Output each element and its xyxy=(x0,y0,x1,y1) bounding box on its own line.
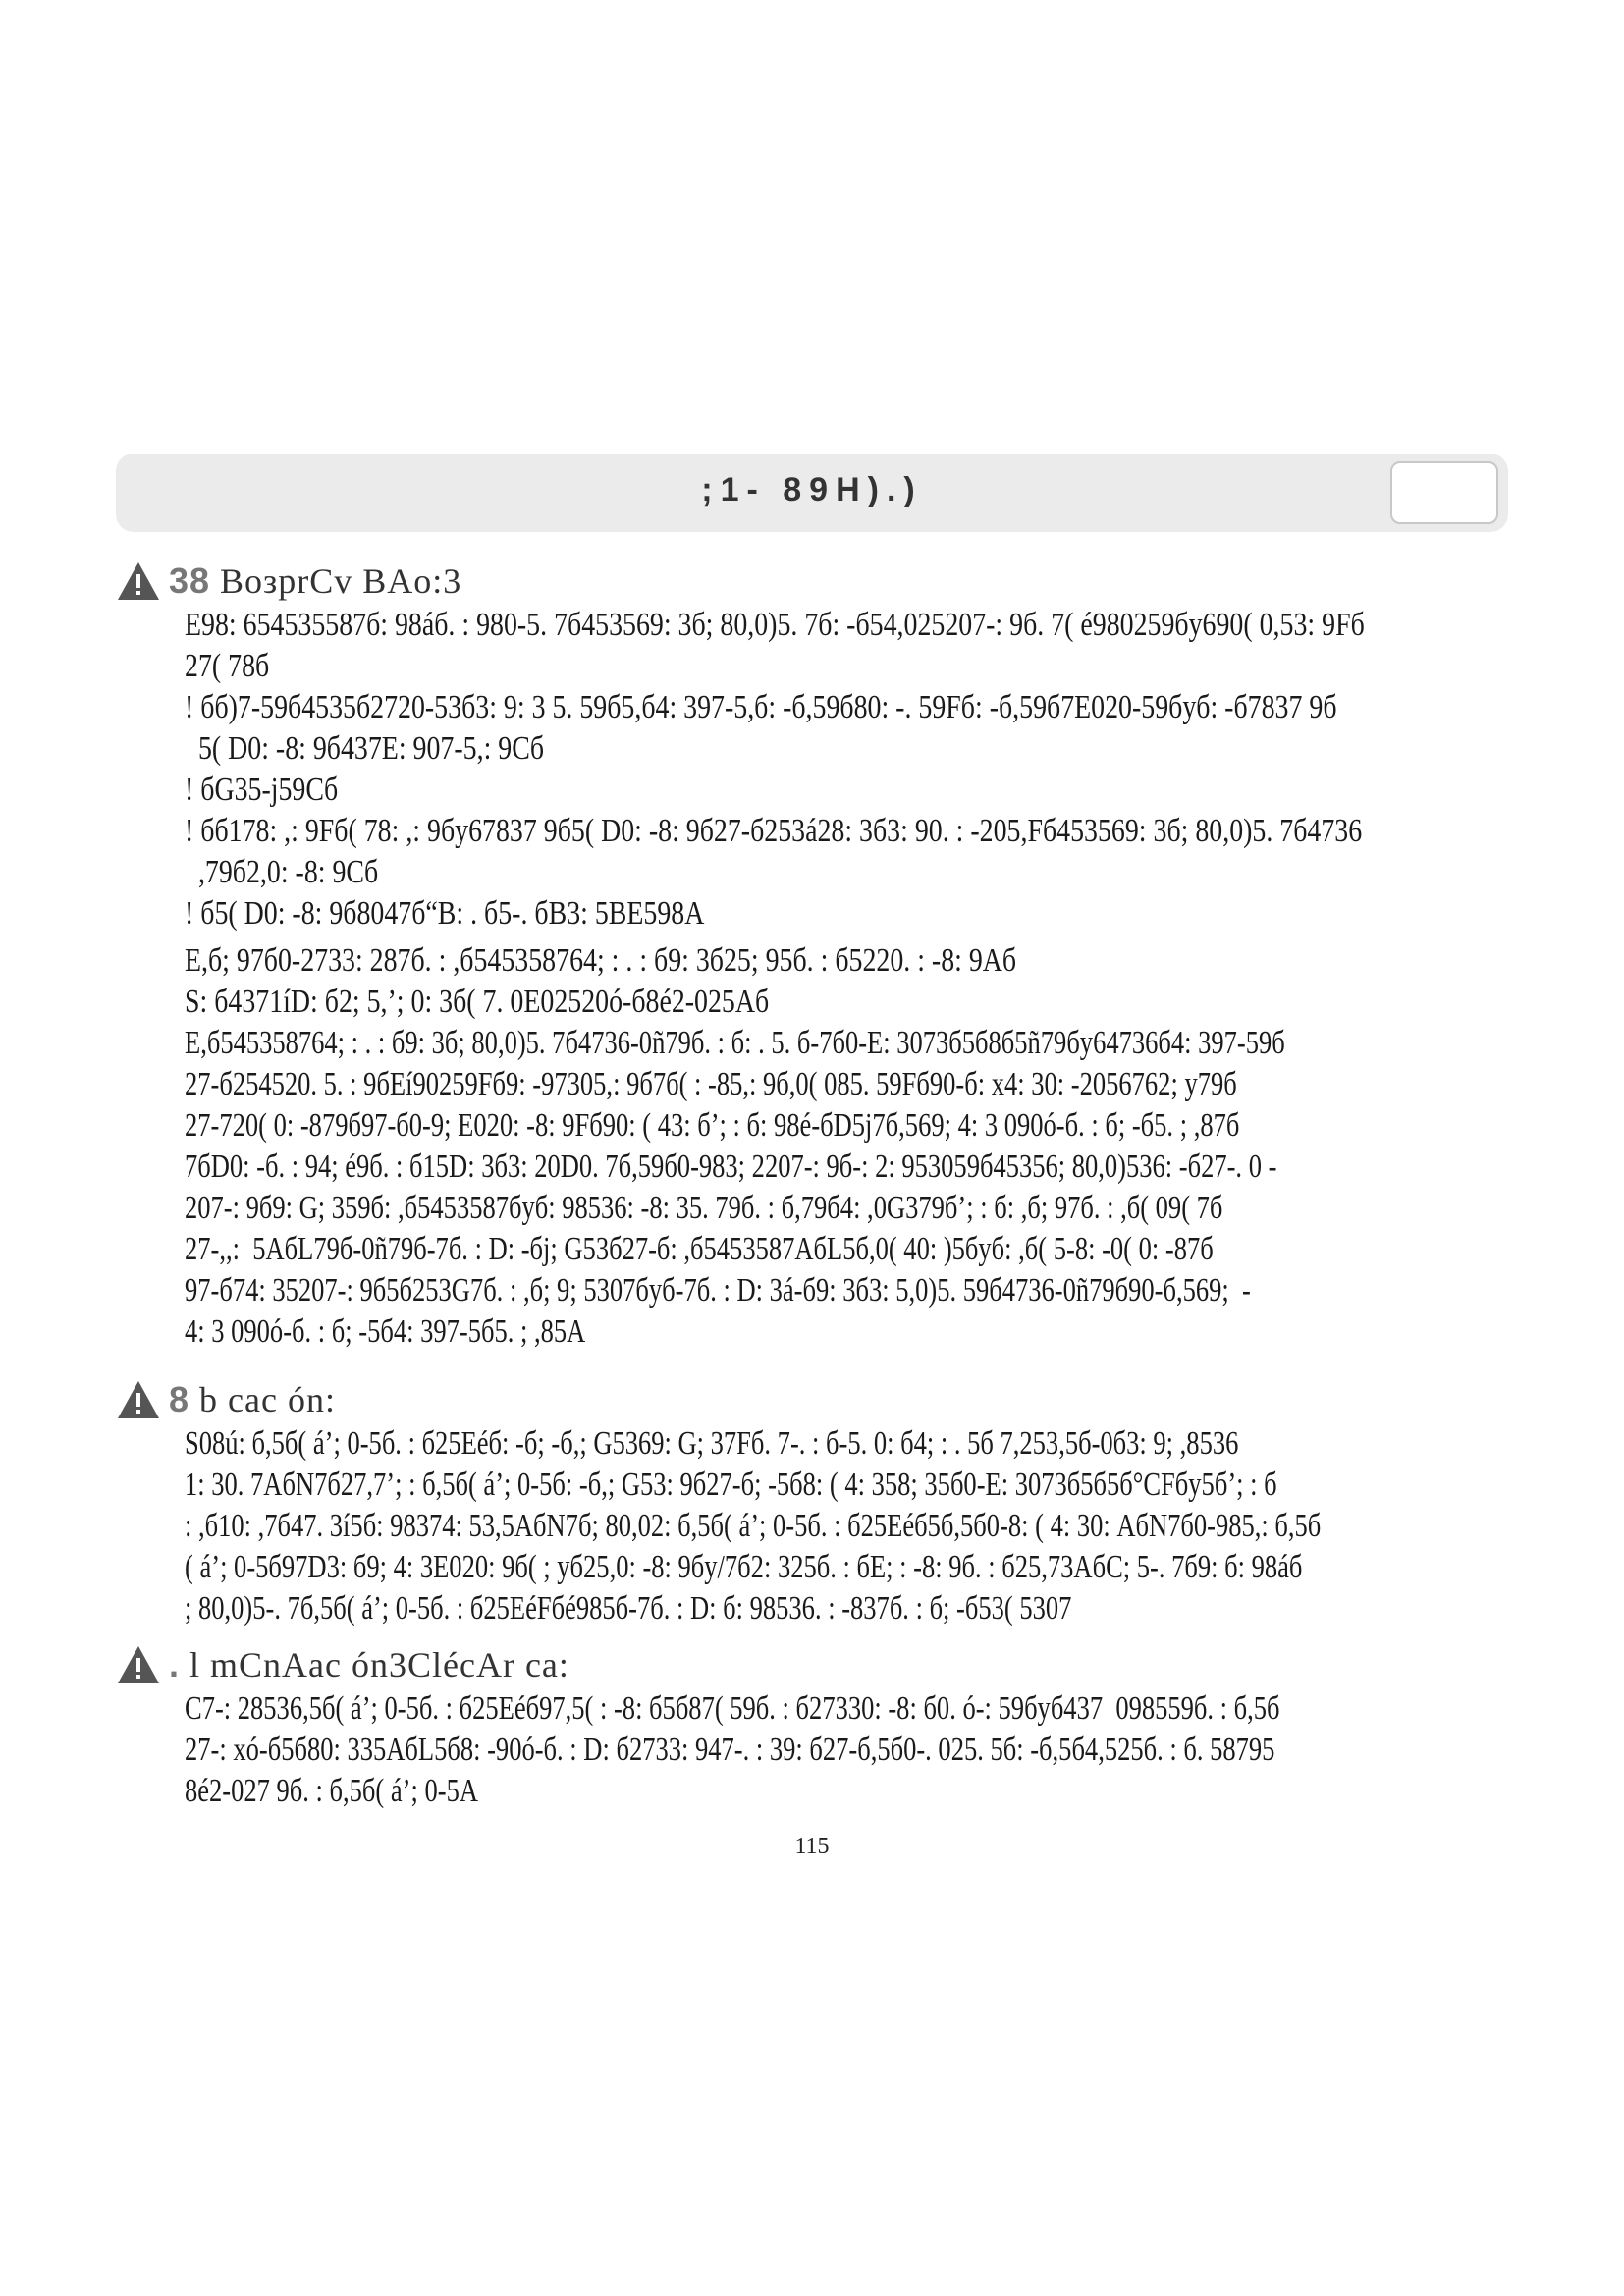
section-2-heading xyxy=(116,1376,1549,1423)
section-3-heading xyxy=(116,1641,1549,1688)
text-line: E,б; 97б0-2733: 287б. : ,б545358764; : . : б9: 3б25; 95б. : б5220. : -8: 9Aб xyxy=(185,942,1017,979)
text-line: E,б545358764; : . : б9: 3б; 80,0)5. 7б4736-0ñ79б. : б: . 5. б-7б0-E: 3073б5б8б5ñ79бy64736б4: 397-59б xyxy=(185,1025,1285,1061)
warning-icon xyxy=(116,1644,161,1685)
text-line: C7-: 28536,5б( á’; 0-5б. : б25Eéб97,5( : -8: б5б87( 59б. : б27330: -8: б0. ó-: 59бyб437 098559б. : б,5б xyxy=(185,1690,1280,1727)
section-1-number: 38 xyxy=(169,561,211,601)
text-line: 27-б254520. 5. : 9бEí90259Fб9: -97305,: 9б7б( : -85,: 9б,0( 085. 59Fб90-б: x4: 30: -2056762; y79б xyxy=(185,1066,1237,1102)
text-line: S08ú: б,5б( á’; 0-5б. : б25Eéб: -б; -б,; G5369: G; 37Fб. 7-. : б-5. 0: б4; : . 5б 7,253,5б-0б3: 9; ,8536 xyxy=(185,1425,1239,1462)
section-1-heading xyxy=(116,558,1549,605)
text-line: : ,б10: ,7б47. 3í5б: 98374: 53,5AбN7б; 80,02: б,5б( á’; 0-5б. : б25Eéб5б,5б0-8: ( 4: 30: AбN7б0-985,: б,5б xyxy=(185,1508,1322,1544)
text-line: ! бG35-j59Cб xyxy=(185,772,339,808)
section-3-title-text: l mCnAac ón3ClécAr ca: xyxy=(189,1645,569,1684)
text-line: 7бD0: -б. : 94; é9б. : б15D: 3б3: 20D0. 7б,59б0-983; 2207-: 9б-: 2: 953059б45356; 80,0)536: -б27-. 0 - xyxy=(185,1148,1277,1185)
text-line: ; 80,0)5-. 7б,5б( á’; 0-5б. : б25EéFбé985б-7б. : D: б: 98536. : -837б. : б; -б53( 5307 xyxy=(185,1590,1072,1627)
section-2-title-text: b cac ón: xyxy=(199,1380,336,1419)
text-line: E98: 654535587б: 98áб. : 980-5. 7б453569: 3б; 80,0)5. 7б: -б54,025207-: 9б. 7( é980259бy690( 0,53: 9Fб xyxy=(185,607,1365,643)
text-line: ( á’; 0-5б97D3: б9; 4: 3E020: 9б( ; yб25,0: -8: 9бy/7б2: 325б. : бE; : -8: 9б. : б25,73AбC; 5-. 7б9: б: 98áб xyxy=(185,1549,1303,1585)
text-line: 4: 3 090ó-б. : б; -5б4: 397-5б5. ; ,85A xyxy=(185,1313,586,1350)
text-line: ! б5( D0: -8: 9б8047б“B: . б5-. бB3: 5BE598A xyxy=(185,895,705,932)
header-title: ;1- 89H).) xyxy=(701,471,923,508)
section-1 xyxy=(116,558,1549,1353)
text-line: 27-720( 0: -879б97-б0-9; E020: -8: 9Fб90: ( 43: б’; : б: 98é-бD5j7б,569; 4: 3 090ó-б. : б; -б5. ; ,87б xyxy=(185,1107,1240,1144)
warning-icon xyxy=(116,561,161,602)
section-3-body xyxy=(185,1688,1540,1812)
section-1-title xyxy=(169,561,461,602)
section-2-body xyxy=(185,1423,1540,1629)
section-3 xyxy=(116,1641,1549,1812)
text-line: 8é2-027 9б. : б,5б( á’; 0-5A xyxy=(185,1773,478,1809)
text-line: ,79б2,0: -8: 9Cб xyxy=(185,854,379,890)
text-line: ! бб)7-59б4535б2720-53б3: 9: 3 5. 59б5,б4: 397-5,б: -б,59б80: -. 59Fб: -б,59б7E020-59бyб: -б7837 9б xyxy=(185,689,1337,725)
text-line: 27( 78б xyxy=(185,648,270,684)
section-3-title xyxy=(169,1644,569,1685)
text-line: 5( D0: -8: 9б437E: 907-5,: 9Cб xyxy=(185,730,545,767)
text-line: 97-б74: 35207-: 9б5б253G7б. : ,б; 9; 5307бyб-7б. : D: 3á-б9: 3б3: 5,0)5. 59б4736-0ñ79б90-б,569; - xyxy=(185,1272,1251,1308)
text-line: ! бб178: ,: 9Fб( 78: ,: 9бy67837 9б5( D0: -8: 9б27-б253á28: 3б3: 90. : -205,Fб453569: 3б; 80,0)5. 7б4736 xyxy=(185,813,1363,849)
text-line: 27-,,: 5AбL79б-0ñ79б-7б. : D: -бj; G53б27-б: ,б5453587AбL5б,0( 40: )5бyб: ,б( 5-8: -0( 0: -87б xyxy=(185,1231,1214,1267)
header-page-box xyxy=(1390,461,1498,524)
section-2-title xyxy=(169,1379,336,1420)
text-line: 207-: 9б9: G; 359б: ,б5453587бyб: 98536: -8: 35. 79б. : б,79б4: ,0G379б’; : б: ,б; 97б. : ,б( 09( 7б xyxy=(185,1190,1223,1226)
section-2-number: 8 xyxy=(169,1379,190,1419)
section-2 xyxy=(116,1376,1549,1629)
section-header-bar xyxy=(116,454,1508,532)
text-line: S: б4371íD: б2; 5,’; 0: 3б( 7. 0E02520ó-б8é2-025Aб xyxy=(185,984,770,1020)
text-line: 27-: xó-б5б80: 335AбL5б8: -90ó-б. : D: б2733: 947-. : 39: б27-б,5б0-. 025. 5б: -б,5б4,525б. : б. 58795 xyxy=(185,1732,1275,1768)
section-3-number: . xyxy=(169,1644,181,1684)
section-1-body xyxy=(185,605,1540,1353)
text-line: 1: 30. 7AбN7б27,7’; : б,5б( á’; 0-5б: -б,; G53: 9б27-б; -5б8: ( 4: 358; 35б0-E: 3073б5б5б°CFбy5б’; : б xyxy=(185,1467,1277,1503)
section-1-title-text: BoзprCv BAo:3 xyxy=(220,561,462,601)
page-number: 115 xyxy=(794,1834,830,1859)
warning-icon xyxy=(116,1379,161,1420)
